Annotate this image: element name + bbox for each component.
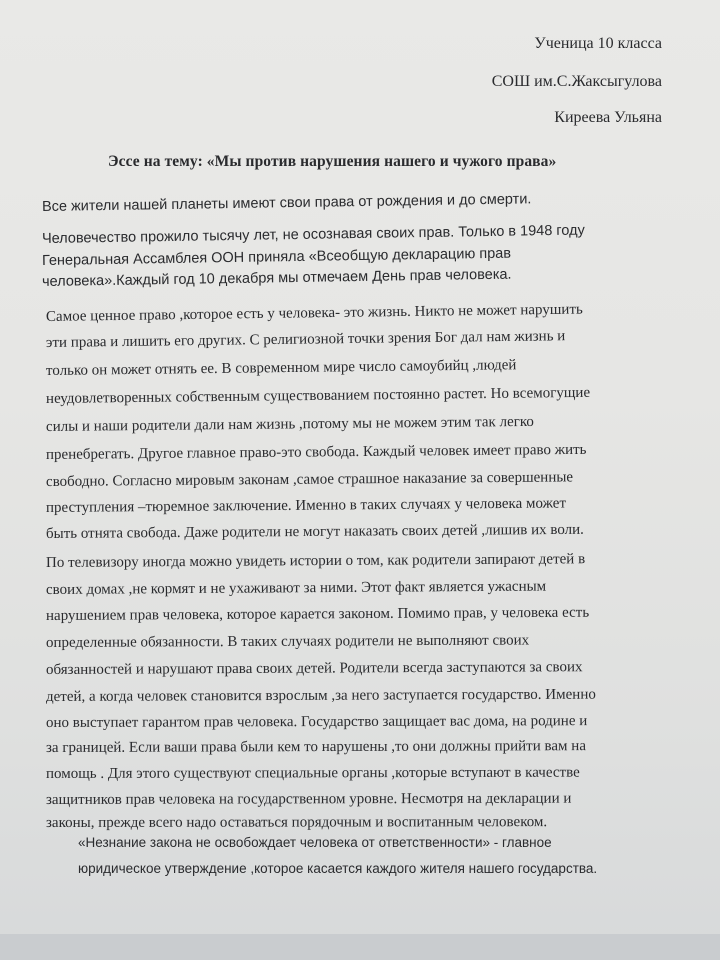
essay-line: Генеральная Ассамблея ООН приняла «Всеобщую декларацию прав xyxy=(41,245,512,269)
essay-line: Все жители нашей планеты имеют свои права от рождения и до смерти. xyxy=(41,191,532,215)
essay-line: быть отнята свобода. Даже родители не могут наказать своих детей ,лишив их воли. xyxy=(45,521,584,542)
essay-line: неудовлетворенных собственным существованием постоянно растет. Но всемогущие xyxy=(45,384,591,407)
essay-line: пренебрегать. Другое главное право-это свобода. Каждый человек имеет право жить xyxy=(45,441,587,463)
school-name: СОШ им.С.Жаксыгулова xyxy=(491,73,662,90)
essay-line: преступления –тюремное заключение. Именно в таких случаях у человека может xyxy=(45,495,567,516)
essay-line: силы и наши родители дали нам жизнь ,потому мы не можем этим так легко xyxy=(45,413,534,435)
essay-line: оно выступает гарантом прав человека. Государство защищает вас дома, на родине и xyxy=(45,713,588,731)
essay-line: помощь . Для этого существуют специальные органы ,которые вступают в качестве xyxy=(45,764,580,782)
student-grade: Ученица 10 класса xyxy=(534,35,662,52)
essay-line: юридическое утверждение ,которое касается каждого жителя нашего государства. xyxy=(78,861,598,876)
essay-line: законы, прежде всего надо оставаться порядочным и воспитанным человеком. xyxy=(45,814,548,831)
essay-title: Эссе на тему: «Мы против нарушения нашего и чужого права» xyxy=(108,153,557,170)
essay-line: Человечество прожило тысячу лет, не осознавая своих прав. Только в 1948 году xyxy=(41,222,585,247)
essay-line: обязанностей и нарушают права своих детей. Родители всегда заступаются за своих xyxy=(45,659,583,678)
essay-line: По телевизору иногда можно увидеть истории о том, как родители запирают детей в xyxy=(45,551,586,571)
essay-line: свободно. Согласно мировым законам ,самое страшное наказание за совершенные xyxy=(45,469,574,490)
author-name: Киреева Ульяна xyxy=(554,109,662,126)
essay-line: человека».Каждый год 10 декабря мы отмечаем День прав человека. xyxy=(41,266,512,290)
essay-line: нарушением прав человека, которое карается законом. Помимо прав, у человека есть xyxy=(45,604,590,624)
essay-line: защитников прав человека на государственном уровне. Несмотря на декларации и xyxy=(45,790,572,808)
essay-line: только он может отнять ее. В современном мире число самоубийц ,людей xyxy=(45,357,517,379)
essay-line: Самое ценное право ,которое есть у человека- это жизнь. Никто не может нарушить xyxy=(45,301,583,325)
essay-line: эти права и лишить его других. С религиозной точки зрения Бог дал нам жизнь и xyxy=(45,328,566,351)
table-surface xyxy=(0,934,720,960)
essay-line: «Незнание закона не освобождает человека от ответственности» - главное xyxy=(78,835,552,850)
essay-line: своих домах ,не кормят и не ухаживают за ними. Этот факт является ужасным xyxy=(45,578,547,598)
essay-line: определенные обязанности. В таких случаях родители не выполняют своих xyxy=(45,632,530,651)
essay-line: детей, а когда человек становится взрослым ,за него заступается государство. Именно xyxy=(45,686,596,705)
essay-line: за границей. Если ваши права были кем то нарушены ,то они должны прийти вам на xyxy=(45,738,587,756)
